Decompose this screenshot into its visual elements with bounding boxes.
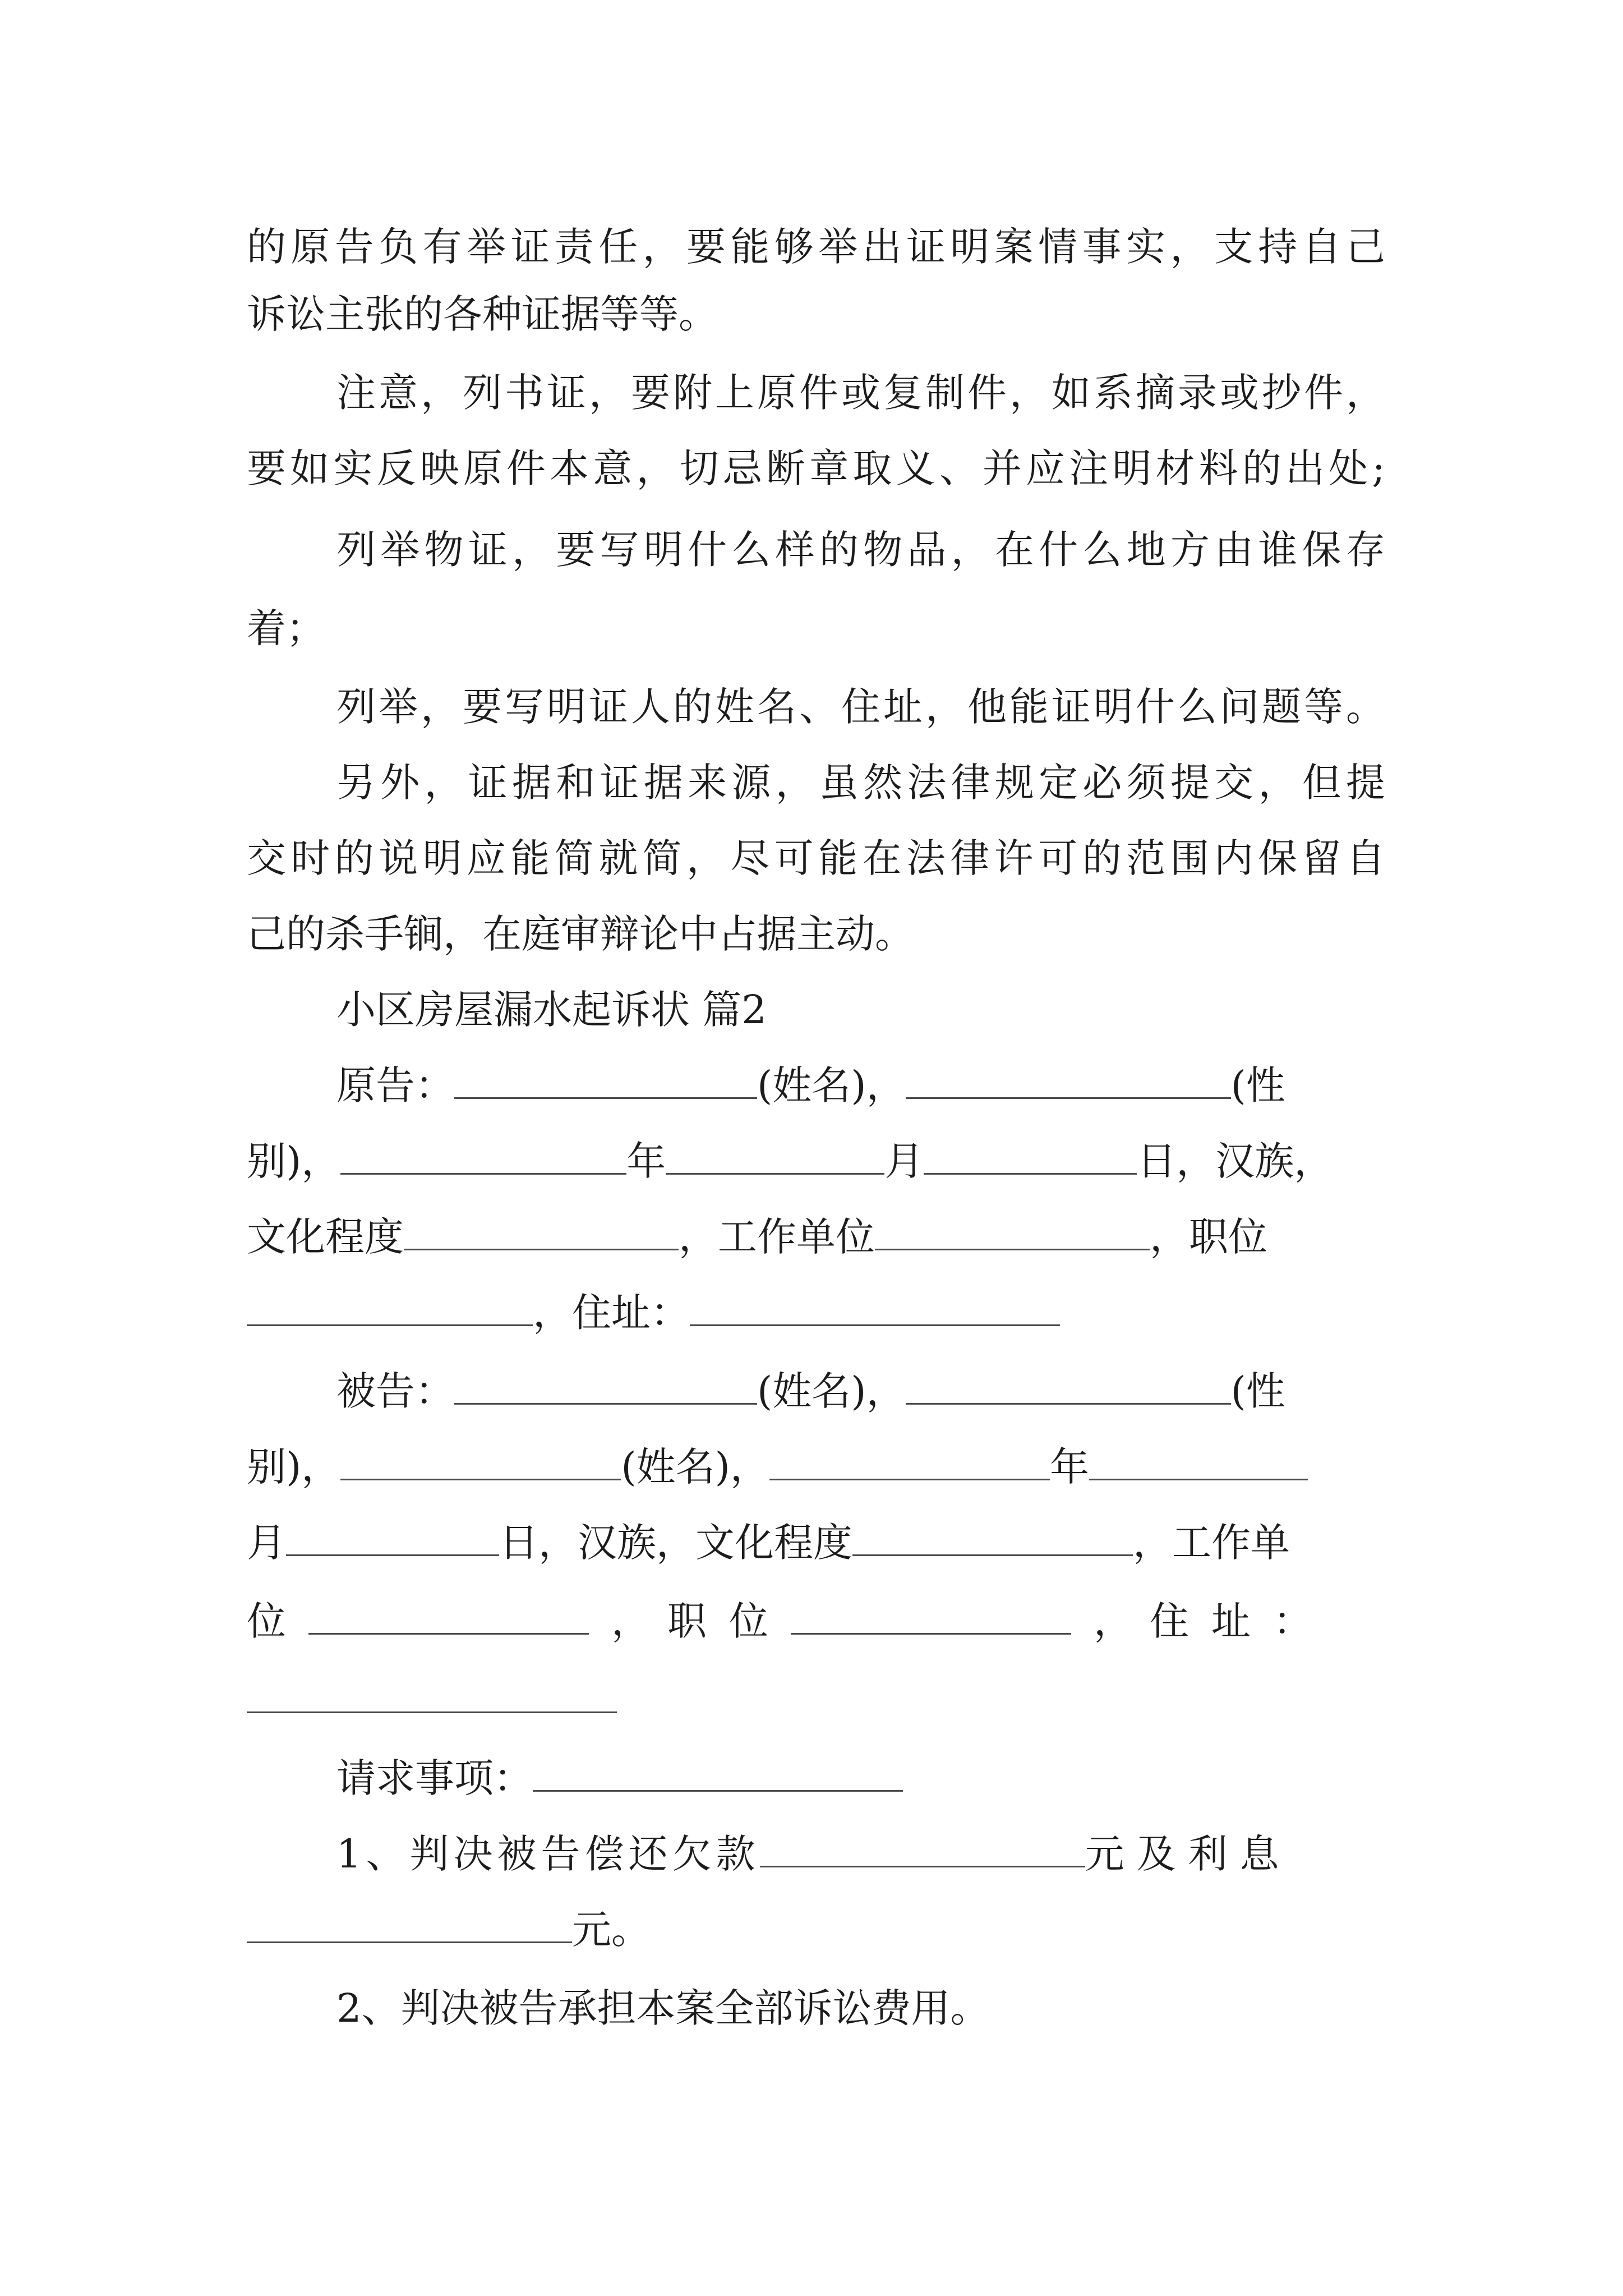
paragraph-line: 己的杀手锏，在庭审辩论中占据主动。 [247,911,914,957]
blank-field[interactable] [533,1755,903,1792]
request-line: 2、判决被告承担本案全部诉讼费用。 [336,1985,990,2031]
paragraph-line: 着； [247,605,325,651]
paragraph-line: 注意，列书证，要附上原件或复制件，如系摘录或抄件， [336,370,1385,416]
plaintiff-label: 原告： [336,1062,454,1108]
request-line [336,1745,1385,1812]
defendant-line [247,1588,1385,1655]
blank-field[interactable] [454,1368,757,1405]
paragraph-line: 另外，证据和证据来源，虽然法律规定必须提交，但提 [336,760,1385,806]
field-label: 年 [1049,1444,1089,1490]
paragraph-line: 要如实反映原件本意，切忌断章取义、并应注明材料的出处; [247,445,1385,491]
request-line [247,1896,1385,1963]
field-label: 别)， [247,1444,341,1490]
defendant-line [247,1433,1385,1501]
field-label: ，工作单位 [679,1214,875,1260]
field-label: (姓名)， [757,1062,906,1108]
field-label: (姓名)， [621,1444,769,1490]
field-label: ，职位 [1150,1214,1267,1260]
field-label: (姓名)， [757,1368,906,1414]
field-label: ， [1094,1598,1133,1644]
field-label: 日，汉族，文化程度 [499,1520,852,1566]
field-label: 别)， [247,1138,341,1184]
blank-field[interactable] [906,1368,1231,1405]
blank-field[interactable] [791,1598,1071,1635]
blank-field[interactable] [340,1138,626,1175]
request-label: 请求事项： [336,1755,533,1801]
field-label: 1、判决被告偿还欠款 [336,1831,760,1877]
field-label: 位 [729,1598,768,1644]
field-label: (性 [1230,1062,1285,1108]
blank-field[interactable] [760,1831,1085,1867]
blank-field[interactable] [247,1677,617,1713]
defendant-line [247,1666,1385,1733]
blank-field[interactable] [247,1290,533,1326]
plaintiff-line [247,1203,1385,1271]
field-label: 年 [626,1138,666,1184]
plaintiff-line [247,1128,1385,1195]
blank-field[interactable] [690,1290,1060,1326]
blank-field[interactable] [924,1138,1137,1175]
blank-field[interactable] [340,1444,621,1480]
section-heading: 小区房屋漏水起诉状 篇2 [336,987,767,1033]
paragraph-line: 的原告负有举证责任，要能够举出证明案情事实，支持自己 [247,224,1385,270]
field-label: 职 [667,1598,707,1644]
plaintiff-line [247,1279,1385,1346]
defendant-label: 被告： [336,1368,454,1414]
field-label: ，工作单 [1133,1520,1290,1566]
field-label: 月 [247,1520,286,1566]
paragraph-line: 交时的说明应能简就简，尽可能在法律许可的范围内保留自 [247,835,1385,881]
paragraph-line: 列举物证，要写明什么样的物品，在什么地方由谁保存 [336,527,1385,573]
blank-field[interactable] [404,1214,679,1250]
blank-field[interactable] [906,1062,1231,1099]
blank-field[interactable] [666,1138,884,1175]
request-line [336,1820,1385,1888]
defendant-line [247,1509,1385,1576]
blank-field[interactable] [1089,1444,1308,1480]
field-label: 位 [247,1598,286,1644]
plaintiff-line [336,1052,1385,1119]
blank-field[interactable] [308,1598,589,1635]
blank-field[interactable] [875,1214,1150,1250]
blank-field[interactable] [454,1062,757,1099]
field-label: 日，汉族， [1137,1138,1334,1184]
field-label: 月 [884,1138,924,1184]
field-label: 元。 [572,1907,651,1953]
paragraph-line: 列举，要写明证人的姓名、住址，他能证明什么问题等。 [336,684,1385,730]
defendant-line [336,1358,1385,1425]
blank-field[interactable] [247,1907,572,1943]
field-label: ，住址： [533,1290,690,1336]
field-label: ： [1273,1598,1312,1644]
blank-field[interactable] [286,1520,499,1556]
field-label: 址 [1211,1598,1251,1644]
field-label: ， [611,1598,651,1644]
field-label: 住 [1150,1598,1189,1644]
blank-field[interactable] [769,1444,1050,1480]
field-label: 文化程度 [247,1214,404,1260]
paragraph-line: 诉讼主张的各种证据等等。 [247,291,718,337]
field-label: 元及利息 [1085,1831,1292,1877]
field-label: (性 [1230,1368,1285,1414]
blank-field[interactable] [852,1520,1133,1556]
